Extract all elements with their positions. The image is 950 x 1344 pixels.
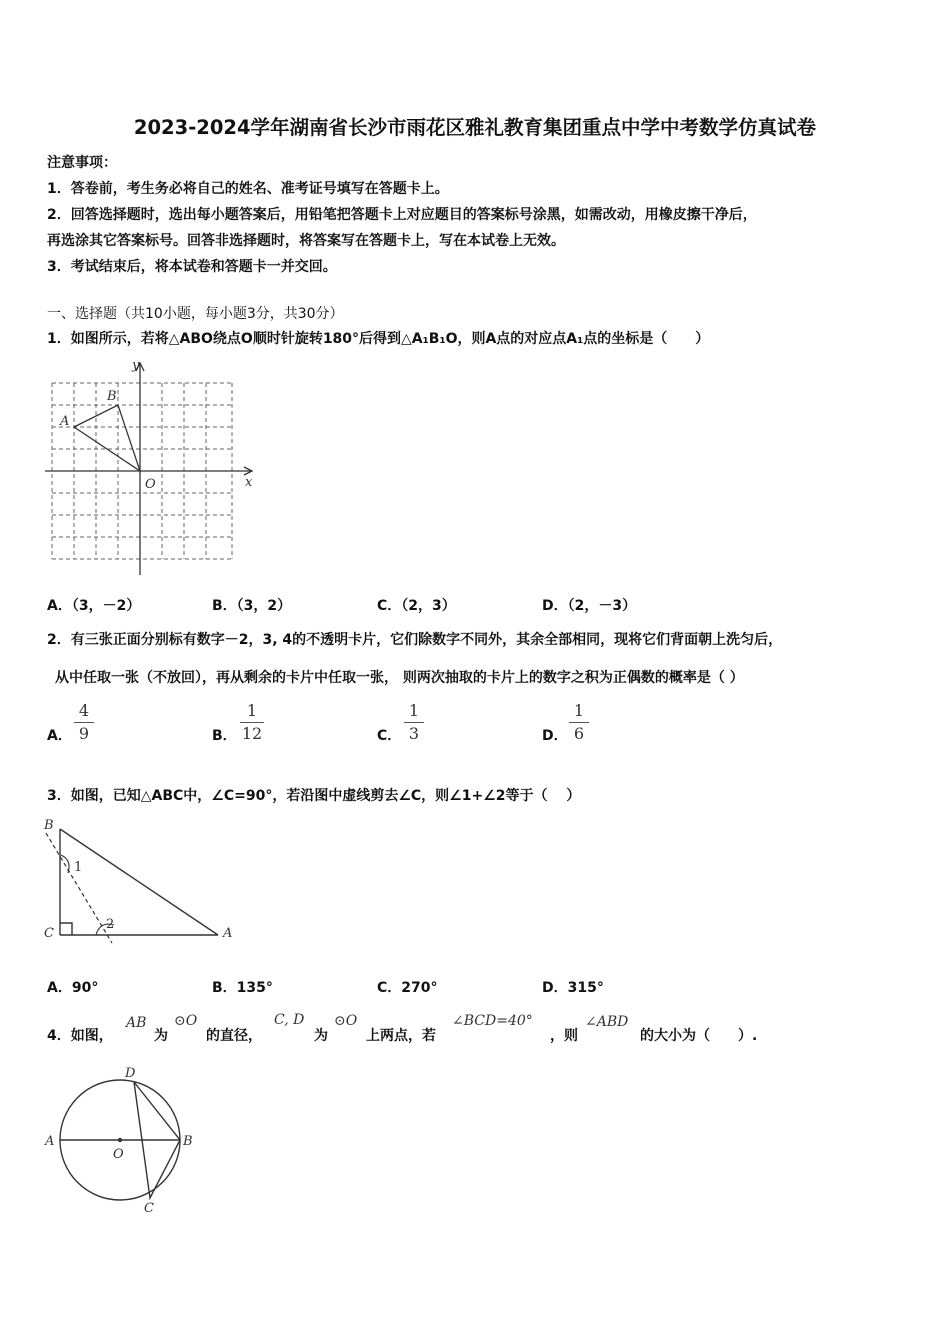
q3-angle-2-label: 2 — [106, 917, 115, 932]
q1-option-b[interactable]: B．（3，2） — [212, 598, 292, 614]
q3-option-a[interactable]: A．90° — [47, 980, 99, 996]
q2-option-a-label[interactable]: A． — [47, 728, 72, 744]
q4-point-d-label: D — [125, 1066, 136, 1081]
fraction-denominator: 9 — [78, 724, 90, 743]
q1-option-a[interactable]: A．（3，－2） — [47, 598, 141, 614]
q4-point-b-label: B — [183, 1134, 193, 1149]
q1-x-label: x — [245, 475, 253, 490]
q3-vertex-b-label: B — [44, 818, 54, 833]
q2-text-line1: 2．有三张正面分别标有数字－2，3, 4的不透明卡片，它们除数字不同外，其余全部相同，现将它们背面朝上洗匀后， — [47, 632, 783, 648]
q3-text: 3．如图，已知△ABC中，∠C=90°，若沿图中虚线剪去∠C，则∠1+∠2等于（ ） — [47, 788, 581, 804]
q4-figure — [40, 1062, 210, 1217]
q2-option-c-label[interactable]: C． — [377, 728, 402, 744]
note-item: 再选涂其它答案标号。回答非选择题时，将答案写在答题卡上，写在本试卷上无效。 — [47, 233, 565, 249]
q3-figure — [38, 815, 248, 950]
fraction-numerator: 4 — [78, 701, 90, 720]
q4-math-circle-o2: ⊙O — [334, 1013, 358, 1029]
q2-option-d-label[interactable]: D． — [542, 728, 568, 744]
fraction-denominator: 6 — [573, 724, 585, 743]
q3-vertex-c-label: C — [44, 926, 54, 941]
fraction-numerator: 1 — [408, 701, 420, 720]
q3-angle-1-label: 1 — [74, 860, 83, 875]
fraction-denominator: 3 — [408, 724, 420, 743]
q4-text-part4: 为 — [314, 1028, 328, 1044]
q1-option-c[interactable]: C．（2，3） — [377, 598, 456, 614]
note-item: 3．考试结束后，将本试卷和答题卡一并交回。 — [47, 259, 337, 275]
q2-option-c-fraction[interactable] — [404, 702, 424, 743]
fraction-numerator: 1 — [246, 701, 258, 720]
q4-text-part7: 的大小为（ ）. — [640, 1028, 758, 1044]
fraction-denominator: 12 — [241, 724, 263, 743]
q4-text-part1: 4．如图， — [47, 1028, 113, 1044]
q4-math-angle-bcd: ∠BCD=40° — [452, 1013, 533, 1029]
section-heading: 一、选择题（共10小题，每小题3分，共30分） — [47, 306, 344, 322]
q1-text: 1．如图所示，若将△ABO绕点O顺时针旋转180°后得到△A₁B₁O，则A点的对应点A₁点的坐标是（ ） — [47, 331, 710, 347]
fraction-bar — [74, 722, 94, 723]
q1-point-a-label: A — [60, 414, 70, 429]
q3-option-d[interactable]: D．315° — [542, 980, 604, 996]
q2-option-b-label[interactable]: B． — [212, 728, 237, 744]
fraction-bar — [404, 722, 424, 723]
q4-text-part6: ，则 — [550, 1028, 578, 1044]
note-item: 1．答卷前，考生务必将自己的姓名、准考证号填写在答题卡上。 — [47, 181, 449, 197]
q3-vertex-a-label: A — [223, 926, 233, 941]
q2-option-b-fraction[interactable] — [240, 702, 264, 743]
note-item: 2．回答选择题时，选出每小题答案后，用铅笔把答题卡上对应题目的答案标号涂黑，如需改动，用橡皮擦干净后， — [47, 207, 757, 223]
q4-point-c-label: C — [144, 1201, 154, 1216]
fraction-bar — [240, 722, 264, 723]
q1-figure — [40, 355, 270, 580]
q1-y-label: y — [132, 358, 140, 373]
q4-math-cd: C, D — [274, 1012, 305, 1028]
q4-text-part3: 的直径， — [206, 1028, 262, 1044]
q2-option-d-fraction[interactable] — [569, 702, 589, 743]
q4-point-a-label: A — [45, 1134, 55, 1149]
fraction-numerator: 1 — [573, 701, 585, 720]
q4-math-circle-o: ⊙O — [174, 1013, 198, 1029]
q4-math-ab: AB — [126, 1015, 147, 1031]
q3-option-b[interactable]: B．135° — [212, 980, 273, 996]
q4-math-angle-abd: ∠ABD — [585, 1014, 629, 1030]
q1-origin-label: O — [145, 477, 156, 492]
notes-heading: 注意事项： — [47, 155, 117, 171]
page-title: 2023-2024学年湖南省长沙市雨花区雅礼教育集团重点中学中考数学仿真试卷 — [133, 116, 817, 139]
q3-option-c[interactable]: C．270° — [377, 980, 438, 996]
q1-option-d[interactable]: D．（2，－3） — [542, 598, 637, 614]
q4-text-part5: 上两点，若 — [366, 1028, 436, 1044]
fraction-bar — [569, 722, 589, 723]
q2-text-line2: 从中任取一张（不放回），再从剩余的卡片中任取一张， 则两次抽取的卡片上的数字之积为正偶数的概率是（ ） — [55, 670, 744, 686]
q4-center-o-label: O — [113, 1147, 124, 1162]
q1-point-b-label: B — [107, 389, 117, 404]
q2-option-a-fraction[interactable] — [74, 702, 94, 743]
q4-text-part2: 为 — [154, 1028, 168, 1044]
